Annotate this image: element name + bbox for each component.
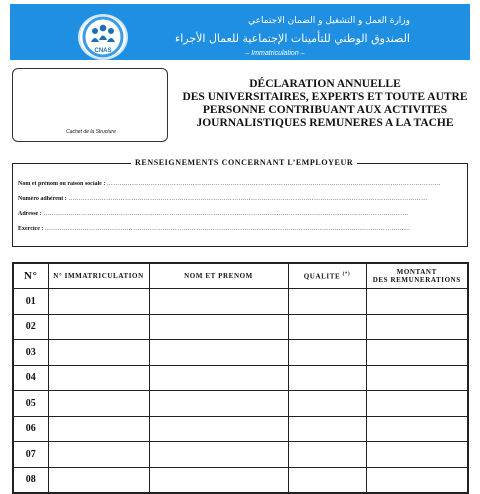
table-row — [13, 289, 468, 315]
immatriculation-cell[interactable] — [48, 416, 149, 442]
montant-cell[interactable] — [366, 467, 468, 493]
qualite-cell[interactable] — [288, 416, 366, 442]
title-line: PERSONNE CONTRIBUANT AUX ACTIVITES — [202, 104, 448, 116]
immatriculation-cell[interactable] — [48, 314, 149, 340]
qualite-cell[interactable] — [288, 289, 366, 315]
table-row — [13, 442, 468, 468]
name-cell[interactable] — [149, 416, 288, 442]
montant-cell[interactable] — [366, 365, 468, 391]
field-label: Nom et prénom ou raison sociale : — [18, 181, 106, 187]
montant-cell[interactable] — [366, 314, 468, 340]
header-montant — [366, 263, 468, 289]
table-row — [13, 340, 468, 366]
montant-cell[interactable] — [366, 289, 468, 315]
qualite-cell[interactable] — [288, 340, 366, 366]
row-number: 05 — [13, 391, 48, 417]
title-line: DES UNIVERSITAIRES, EXPERTS ET TOUTE AUTRE — [182, 91, 468, 103]
montant-cell[interactable] — [366, 416, 468, 442]
table-row — [13, 365, 468, 391]
employer-section-title: RENSEIGNEMENTS CONCERNANT L’EMPLOYEUR — [131, 158, 357, 167]
table-row — [13, 314, 468, 340]
name-cell[interactable] — [149, 467, 288, 493]
employer-section — [12, 158, 468, 247]
montant-cell[interactable] — [366, 442, 468, 468]
montant-cell[interactable] — [366, 340, 468, 366]
name-cell[interactable] — [149, 442, 288, 468]
qualite-cell[interactable] — [288, 314, 366, 340]
header-name: NOM ET PRENOM — [149, 263, 288, 289]
row-number: 02 — [13, 314, 48, 340]
header-immatriculation: N° IMMATRICULATION — [48, 263, 149, 289]
ministry-name: وزارة العمل و التشغيل و الضمان الاجتماعي — [248, 16, 410, 26]
title-line: JOURNALISTIQUES REMUNERES A LA TACHE — [196, 117, 454, 129]
field-label: Adresse : — [18, 211, 42, 217]
immatriculation-cell[interactable] — [48, 365, 149, 391]
name-cell[interactable] — [149, 391, 288, 417]
header-montant-line1: MONTANT — [396, 268, 437, 276]
name-cell[interactable] — [149, 340, 288, 366]
logo-text: CNAS — [94, 48, 112, 54]
document-title — [180, 78, 470, 130]
montant-cell[interactable] — [366, 391, 468, 417]
stamp-box — [12, 68, 168, 142]
row-number: 01 — [13, 289, 48, 315]
immatriculation-cell[interactable] — [48, 340, 149, 366]
row-number: 06 — [13, 416, 48, 442]
qualite-cell[interactable] — [288, 442, 366, 468]
immatriculation-cell[interactable] — [48, 289, 149, 315]
name-cell[interactable] — [149, 289, 288, 315]
header-qualite-note: (*) — [342, 272, 351, 278]
table-row — [13, 416, 468, 442]
header-montant-line2: DES REMUNERATIONS — [372, 276, 461, 284]
fund-name: الصندوق الوطني للتأمينات الإجتماعية للعمال الأجراء — [175, 32, 410, 45]
header-number: N° — [13, 263, 48, 289]
name-cell[interactable] — [149, 365, 288, 391]
header-subtitle: – Immatriculation – — [245, 50, 305, 57]
immatriculation-cell[interactable] — [48, 391, 149, 417]
employer-name-field[interactable]: Nom et prénom ou raison sociale : …………………………………………………………………………………………………………………………………………… — [18, 181, 441, 187]
qualite-cell[interactable] — [288, 467, 366, 493]
cnas-logo — [78, 14, 128, 60]
member-number-field[interactable]: Numéro adhérent : ……………………………………………………………………………………………………………………………………………………… — [18, 196, 428, 202]
row-number: 07 — [13, 442, 48, 468]
header-banner — [10, 4, 470, 60]
declaration-table — [12, 262, 469, 494]
field-label: Numéro adhérent : — [18, 196, 67, 202]
stamp-label: Cachet de la Structure — [66, 129, 116, 135]
immatriculation-cell[interactable] — [48, 467, 149, 493]
row-number: 08 — [13, 467, 48, 493]
header-qualite-label: QUALITE — [303, 272, 341, 281]
table-row — [13, 467, 468, 493]
name-cell[interactable] — [149, 314, 288, 340]
qualite-cell[interactable] — [288, 365, 366, 391]
title-line: DÉCLARATION ANNUELLE — [249, 78, 401, 90]
table-row — [13, 391, 468, 417]
table-header-row — [13, 263, 468, 289]
immatriculation-cell[interactable] — [48, 442, 149, 468]
header-qualite — [288, 263, 366, 289]
fiscal-year-field[interactable]: Exercice : ………………………………………………………………………………………………………………………………………………………… — [18, 226, 411, 232]
row-number: 03 — [13, 340, 48, 366]
qualite-cell[interactable] — [288, 391, 366, 417]
address-field[interactable]: Adresse : ………………………………………………………………………………………………………………………………………………………… — [18, 211, 409, 217]
row-number: 04 — [13, 365, 48, 391]
field-label: Exercice : — [18, 226, 44, 232]
